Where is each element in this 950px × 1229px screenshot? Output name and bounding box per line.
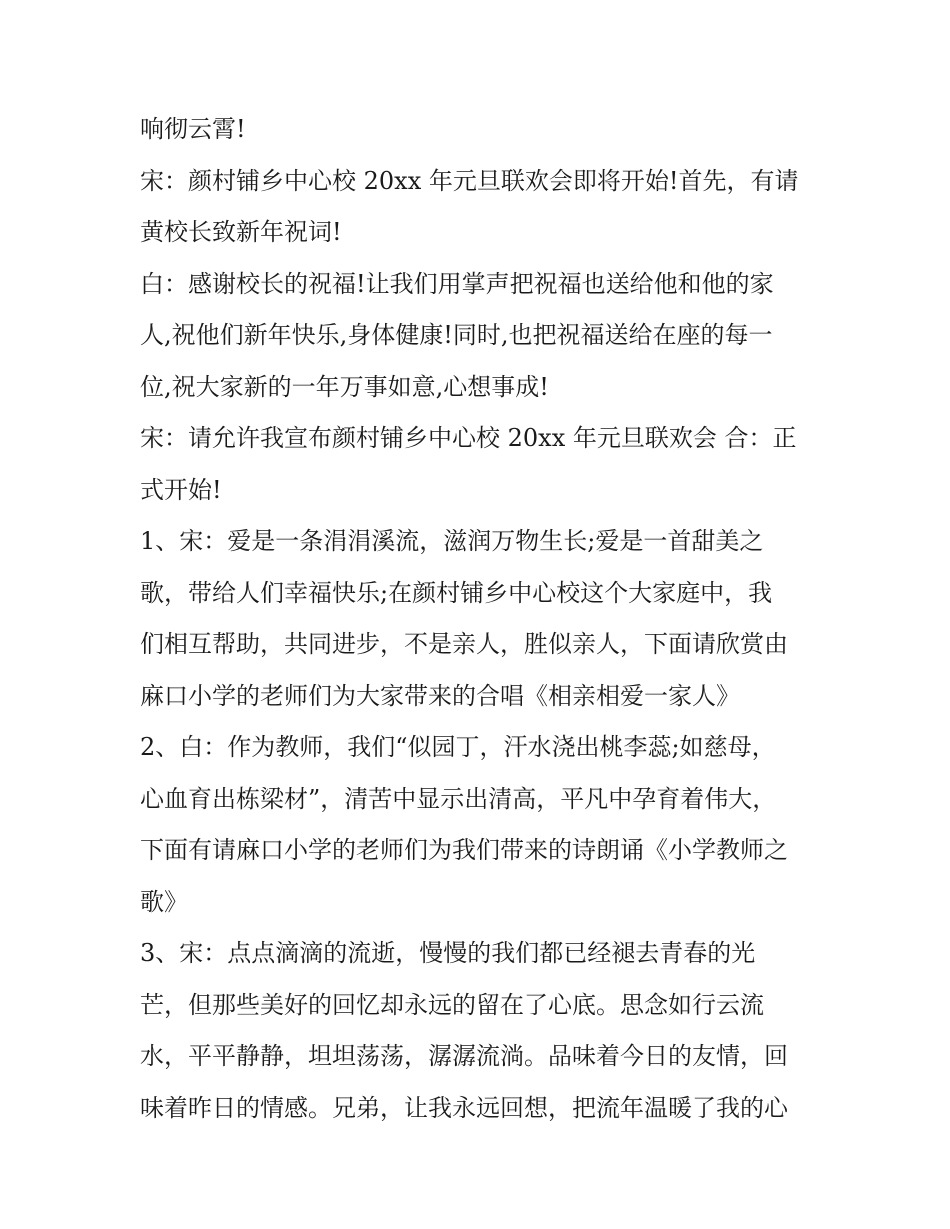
text-line: 们相互帮助，共同进步，不是亲人，胜似亲人，下面请欣赏由	[140, 630, 788, 658]
text-line: 白：感谢校长的祝福!让我们用掌声把祝福也送给他和他的家	[140, 269, 774, 298]
text-line: 麻口小学的老师们为大家带来的合唱《相亲相爱一家人》	[140, 681, 740, 710]
text-line: 歌》	[140, 887, 188, 916]
text-line: 宋：颜村铺乡中心校 20xx 年元旦联欢会即将开始!首先，有请	[140, 166, 799, 195]
text-line: 式开始!	[140, 475, 222, 504]
text-line: 歌，带给人们幸福快乐;在颜村铺乡中心校这个大家庭中，我	[140, 578, 773, 607]
text-line: 1、宋：爱是一条涓涓溪流，滋润万物生长;爱是一首甜美之	[140, 527, 764, 555]
text-line: 2、白：作为教师，我们“似园丁，汗水浇出桃李蕊;如慈母，	[140, 733, 776, 761]
text-line: 人,祝他们新年快乐,身体健康!同时,也把祝福送给在座的每一	[140, 321, 773, 349]
text-line: 味着昨日的情感。兄弟，让我永远回想，把流年温暖了我的心	[140, 1093, 788, 1122]
text-line: 心血育出栋梁材”，清苦中显示出清高，平凡中孕育着伟大，	[140, 784, 777, 813]
text-line: 宋：请允许我宣布颜村铺乡中心校 20xx 年元旦联欢会 合：正	[140, 424, 797, 452]
text-line: 黄校长致新年祝词!	[140, 218, 342, 246]
text-line: 3、宋：点点滴滴的流逝，慢慢的我们都已经褪去青春的光	[140, 939, 756, 967]
text-line: 水，平平静静，坦坦荡荡，潺潺流淌。品味着今日的友情，回	[140, 1042, 788, 1070]
text-line: 下面有请麻口小学的老师们为我们带来的诗朗诵《小学教师之	[140, 836, 788, 864]
text-line: 芒，但那些美好的回忆却永远的留在了心底。思念如行云流	[140, 990, 764, 1019]
text-line: 位,祝大家新的一年万事如意,心想事成!	[140, 372, 549, 401]
text-line: 响彻云霄!	[140, 115, 246, 143]
document-body	[140, 104, 820, 1134]
